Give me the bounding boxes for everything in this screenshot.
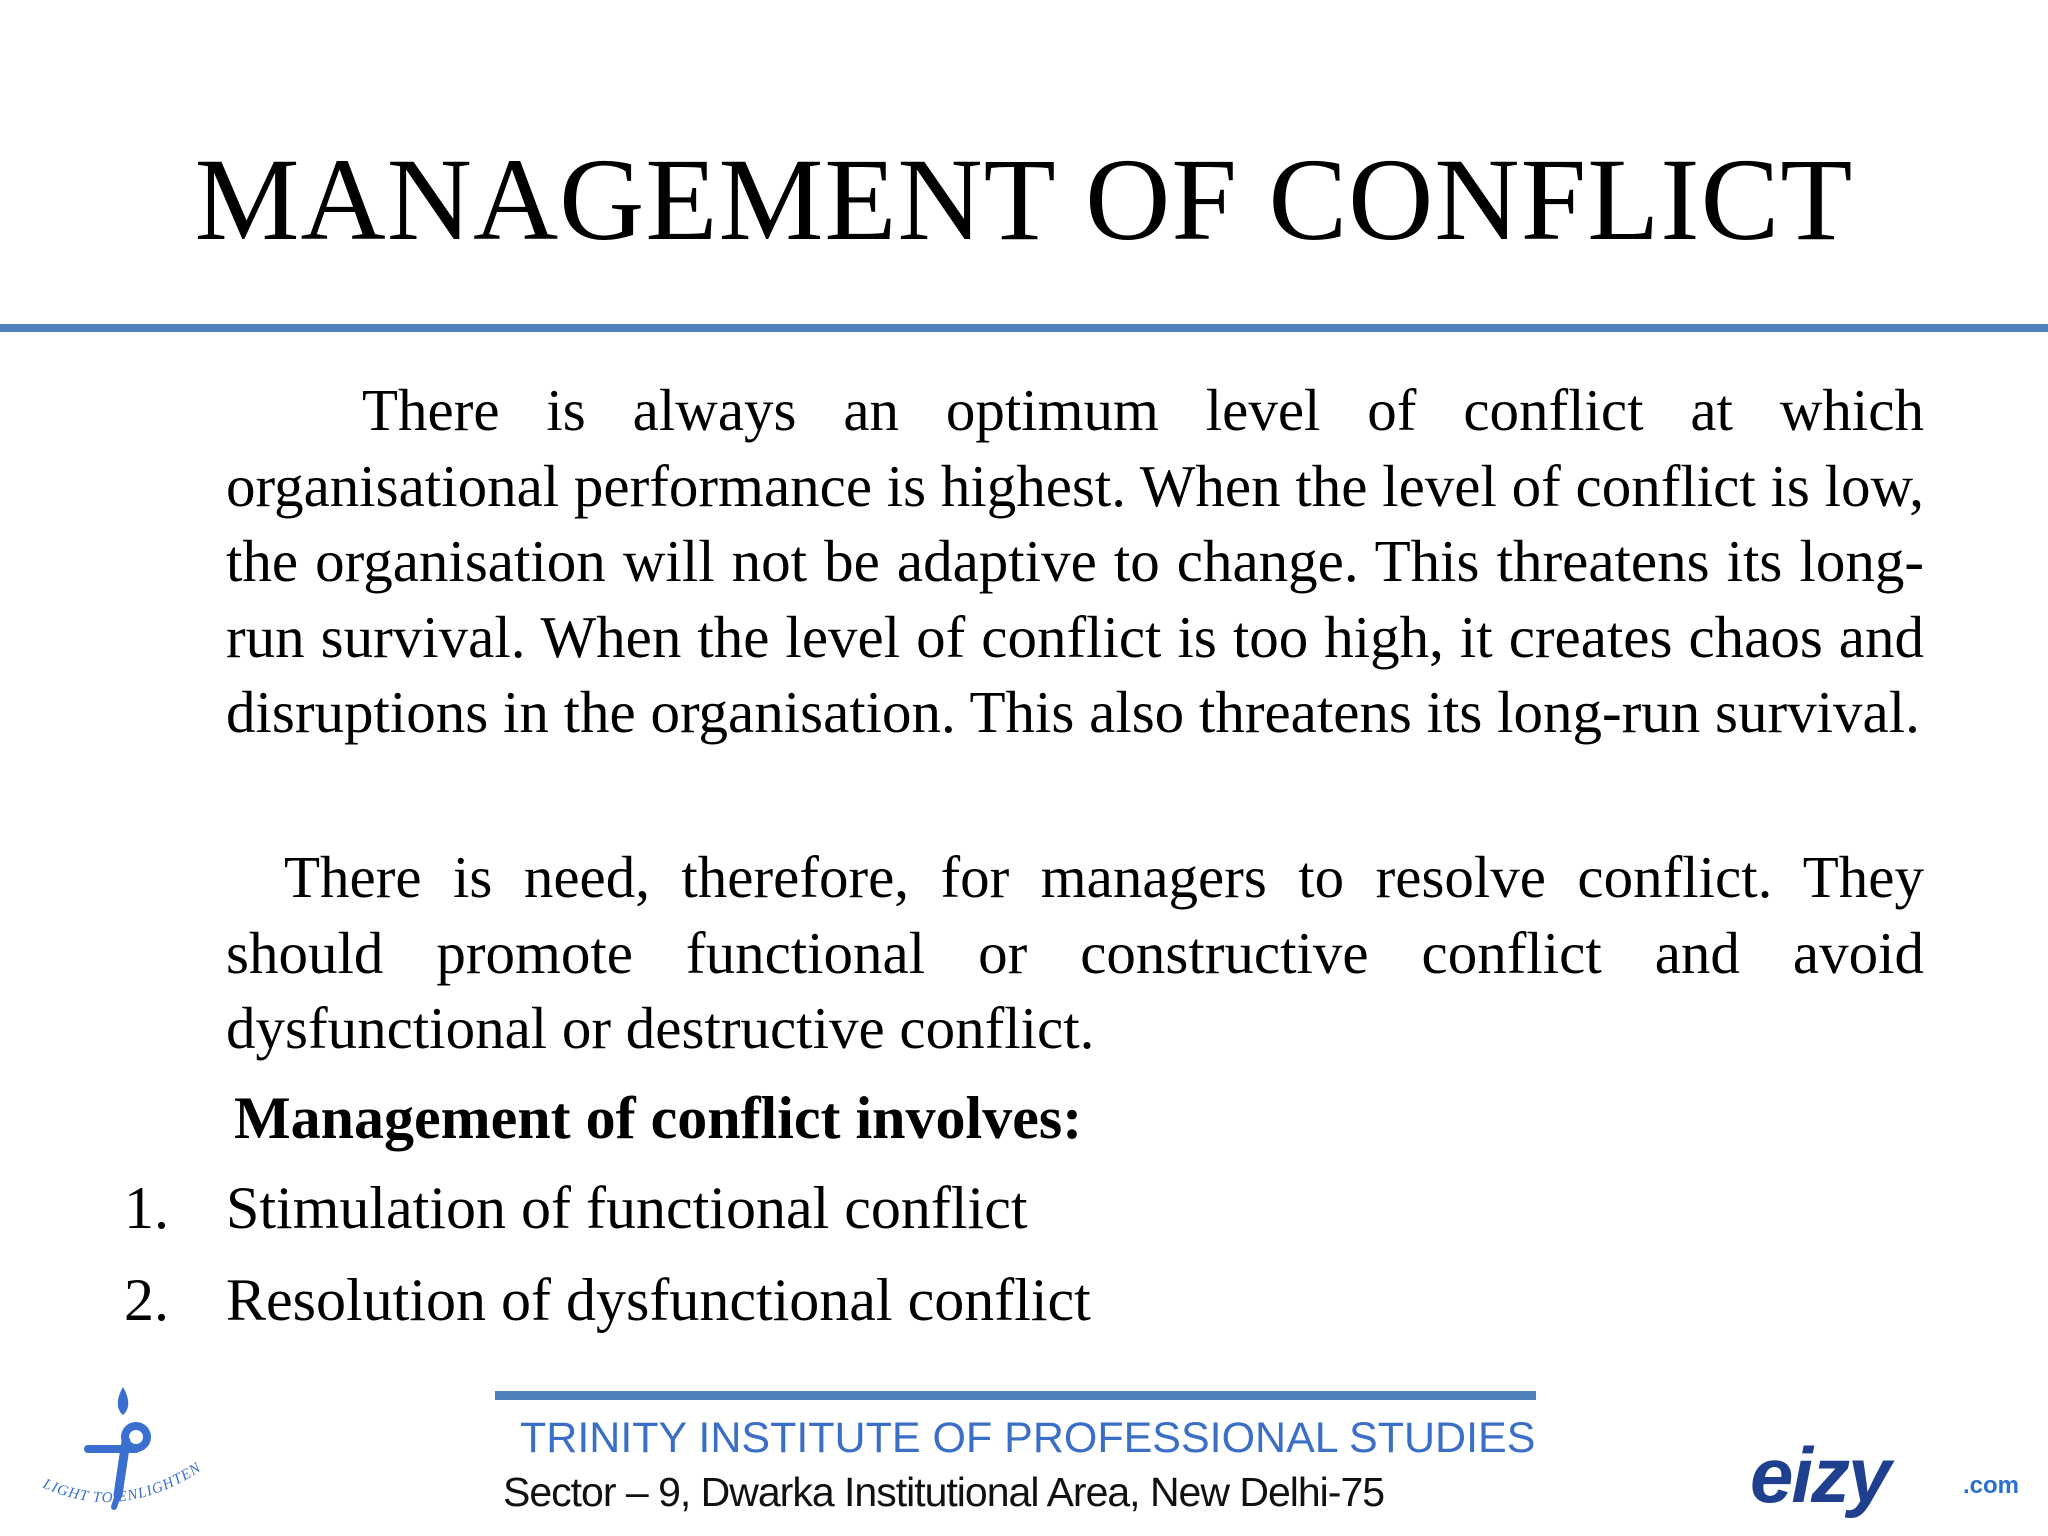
list-number: 1.: [124, 1175, 169, 1241]
list-text: Resolution of dysfunctional conflict: [226, 1267, 1091, 1333]
brand-logo: [1750, 1430, 2030, 1520]
institute-logo-icon: [28, 1375, 218, 1525]
involves-heading: Management of conflict involves:: [234, 1085, 1083, 1151]
paragraph-optimum-conflict: There is always an optimum level of conflict at which organisational performance is highest. When the level of conflict is low, the organisation will not be adaptive to change. This threatens its long-run survival. When the level of conflict is too high, it creates chaos and disruptions in the organisation. This also threatens its long-run survival.: [226, 377, 1924, 745]
slide-title: MANAGEMENT OF CONFLICT: [194, 134, 1854, 265]
footer-divider: [495, 1391, 1536, 1400]
list-item: [124, 1260, 1091, 1340]
brand-logo-text: eizy: [1750, 1431, 1890, 1519]
title-divider: [0, 324, 2048, 332]
logo-motto: LIGHT TO ENLIGHTEN: [40, 1459, 205, 1507]
brand-logo-suffix: .com: [1963, 1472, 2020, 1499]
list-item: [124, 1168, 1028, 1248]
paragraph-need-to-resolve: There is need, therefore, for managers to resolve conflict. They should promote functional or constructive conflict and avoid dysfunctional or destructive conflict.: [226, 844, 1924, 1061]
list-text: Stimulation of functional conflict: [226, 1175, 1028, 1241]
list-number: 2.: [124, 1267, 169, 1333]
institute-address: Sector – 9, Dwarka Institutional Area, New Delhi-75: [503, 1469, 1385, 1515]
institute-name: TRINITY INSTITUTE OF PROFESSIONAL STUDIES: [520, 1414, 1536, 1462]
